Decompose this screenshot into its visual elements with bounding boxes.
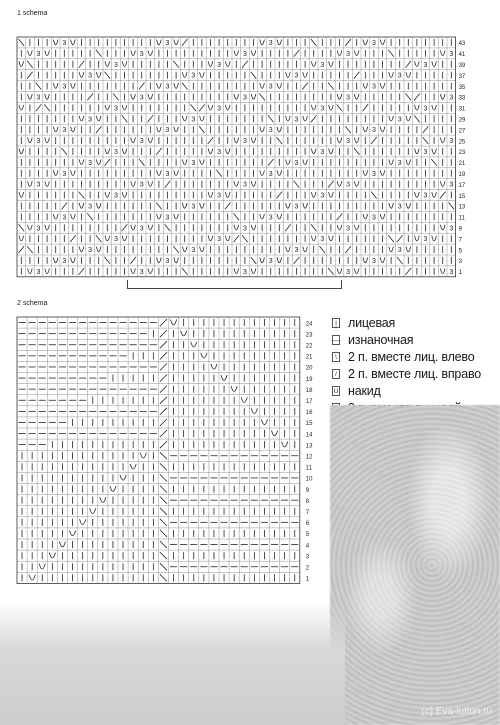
row-number: 24: [305, 321, 313, 328]
legend-label: изнаночная: [348, 332, 414, 347]
svg-text:3: 3: [268, 83, 273, 91]
row-number: 9: [458, 226, 462, 233]
svg-text:3: 3: [165, 127, 170, 135]
svg-text:3: 3: [88, 203, 93, 211]
svg-text:3: 3: [423, 105, 428, 113]
svg-text:3: 3: [268, 214, 273, 222]
svg-text:3: 3: [36, 50, 41, 58]
row-number: 11: [458, 215, 465, 222]
svg-text:3: 3: [397, 116, 402, 124]
svg-text:3: 3: [36, 225, 41, 233]
svg-text:3: 3: [165, 39, 170, 47]
legend-row: [332, 332, 497, 347]
svg-text:3: 3: [346, 94, 351, 102]
legend-label: 2 п. вместе лиц. влево: [348, 349, 475, 364]
row-number: 7: [305, 510, 310, 517]
svg-text:3: 3: [113, 61, 118, 69]
row-number: 7: [458, 237, 462, 244]
row-number: 17: [458, 182, 466, 189]
row-number: 23: [305, 332, 313, 339]
schema-1-title: 1 schema: [17, 10, 48, 17]
svg-text:3: 3: [320, 236, 325, 244]
svg-text:3: 3: [242, 94, 247, 102]
row-number: 15: [458, 193, 466, 200]
svg-text:3: 3: [88, 159, 93, 167]
row-number: 5: [305, 532, 310, 539]
row-number: 12: [305, 454, 313, 461]
svg-text:3: 3: [191, 159, 196, 167]
svg-text:3: 3: [88, 72, 93, 80]
svg-text:3: 3: [36, 138, 41, 146]
row-number: 3: [458, 259, 462, 266]
row-number: 19: [305, 376, 313, 383]
svg-text:3: 3: [242, 225, 247, 233]
svg-text:3: 3: [165, 170, 170, 178]
row-number: 17: [305, 399, 313, 406]
svg-text:3: 3: [449, 50, 454, 58]
lace-photo: [330, 405, 500, 725]
svg-text:3: 3: [139, 181, 144, 189]
row-number: 21: [305, 354, 313, 361]
svg-text:3: 3: [139, 50, 144, 58]
row-number: 15: [305, 421, 313, 428]
row-number: 18: [305, 387, 313, 394]
schema-2-chart: [0, 300, 330, 600]
row-number: 41: [458, 52, 466, 59]
row-number: 39: [458, 62, 466, 69]
legend-row: [332, 366, 497, 381]
row-number: 13: [305, 443, 313, 450]
svg-text:3: 3: [88, 116, 93, 124]
yarn-over-symbol-icon: U: [332, 386, 340, 396]
svg-text:3: 3: [242, 268, 247, 276]
svg-text:3: 3: [294, 159, 299, 167]
schema-1-chart: [0, 0, 500, 290]
legend: [332, 315, 497, 417]
svg-text:3: 3: [242, 181, 247, 189]
svg-text:3: 3: [371, 39, 376, 47]
row-number: 16: [305, 410, 313, 417]
svg-text:3: 3: [36, 181, 41, 189]
svg-text:3: 3: [268, 257, 273, 265]
svg-text:3: 3: [62, 214, 67, 222]
copyright: (c) Eva-lution.ru: [421, 706, 492, 717]
row-number: 4: [305, 543, 310, 550]
row-number: 33: [458, 95, 466, 102]
legend-label: накид: [348, 383, 381, 398]
svg-text:3: 3: [217, 148, 222, 156]
svg-text:3: 3: [346, 268, 351, 276]
svg-text:3: 3: [165, 257, 170, 265]
svg-text:3: 3: [139, 225, 144, 233]
row-number: 3: [305, 554, 310, 561]
svg-text:3: 3: [346, 181, 351, 189]
row-number: 21: [458, 161, 466, 168]
svg-text:3: 3: [397, 159, 402, 167]
svg-text:3: 3: [62, 83, 67, 91]
svg-text:3: 3: [165, 214, 170, 222]
svg-text:3: 3: [397, 72, 402, 80]
svg-text:3: 3: [139, 138, 144, 146]
schema-2-title: 2 schema: [17, 300, 48, 307]
row-number: 25: [458, 139, 466, 146]
row-number: 20: [305, 365, 313, 372]
svg-text:3: 3: [268, 127, 273, 135]
svg-text:3: 3: [139, 268, 144, 276]
svg-text:3: 3: [62, 127, 67, 135]
svg-text:3: 3: [294, 116, 299, 124]
svg-text:3: 3: [217, 192, 222, 200]
svg-text:3: 3: [371, 214, 376, 222]
svg-text:3: 3: [191, 203, 196, 211]
svg-text:3: 3: [62, 39, 67, 47]
purl-symbol-icon: —: [332, 335, 340, 345]
svg-text:3: 3: [294, 247, 299, 255]
svg-text:3: 3: [397, 203, 402, 211]
svg-text:3: 3: [113, 105, 118, 113]
svg-text:3: 3: [371, 83, 376, 91]
svg-text:3: 3: [294, 203, 299, 211]
knit-symbol-icon: |: [332, 318, 340, 328]
legend-label: лицевая: [348, 315, 396, 330]
row-number: 37: [458, 73, 466, 80]
row-number: 2: [305, 565, 310, 572]
legend-label: 2 п. вместе лиц. вправо: [348, 366, 481, 381]
legend-row: [332, 349, 497, 364]
svg-text:3: 3: [320, 192, 325, 200]
row-number: 9: [305, 487, 310, 494]
svg-text:3: 3: [397, 247, 402, 255]
lace-photo-bottom: [0, 600, 345, 725]
row-number: 43: [458, 41, 466, 48]
svg-text:3: 3: [294, 72, 299, 80]
svg-text:3: 3: [217, 236, 222, 244]
svg-text:3: 3: [320, 61, 325, 69]
svg-text:3: 3: [191, 247, 196, 255]
row-number: 13: [458, 204, 466, 211]
row-number: 31: [458, 106, 466, 113]
repeat-bracket: [127, 280, 342, 289]
row-number: 10: [305, 476, 313, 483]
svg-text:3: 3: [346, 225, 351, 233]
row-number: 22: [305, 343, 313, 350]
svg-text:3: 3: [371, 170, 376, 178]
svg-text:3: 3: [36, 268, 41, 276]
row-number: 1: [458, 270, 462, 277]
row-number: 35: [458, 84, 466, 91]
svg-text:3: 3: [346, 50, 351, 58]
svg-text:3: 3: [449, 225, 454, 233]
row-number: 11: [305, 465, 313, 472]
svg-text:3: 3: [423, 148, 428, 156]
k2tog-right-symbol-icon: /: [332, 369, 340, 379]
svg-text:3: 3: [113, 236, 118, 244]
row-number: 6: [305, 521, 310, 528]
svg-text:3: 3: [449, 181, 454, 189]
row-number: 29: [458, 117, 466, 124]
svg-text:3: 3: [423, 192, 428, 200]
svg-text:3: 3: [268, 170, 273, 178]
svg-text:3: 3: [217, 105, 222, 113]
row-number: 1: [305, 576, 310, 583]
svg-text:3: 3: [449, 268, 454, 276]
svg-text:3: 3: [449, 138, 454, 146]
svg-text:3: 3: [320, 148, 325, 156]
svg-text:3: 3: [242, 50, 247, 58]
svg-text:3: 3: [268, 39, 273, 47]
svg-text:3: 3: [423, 236, 428, 244]
row-number: 27: [458, 128, 466, 135]
svg-text:3: 3: [191, 72, 196, 80]
svg-text:3: 3: [62, 257, 67, 265]
svg-text:3: 3: [371, 127, 376, 135]
svg-text:3: 3: [371, 257, 376, 265]
svg-text:3: 3: [88, 247, 93, 255]
k2tog-left-symbol-icon: \: [332, 352, 340, 362]
svg-text:3: 3: [346, 138, 351, 146]
legend-row: [332, 315, 497, 330]
svg-text:3: 3: [113, 192, 118, 200]
svg-text:3: 3: [449, 94, 454, 102]
row-number: 23: [458, 150, 466, 157]
svg-text:3: 3: [423, 61, 428, 69]
svg-text:3: 3: [113, 148, 118, 156]
svg-text:3: 3: [139, 94, 144, 102]
row-number: 5: [458, 248, 462, 255]
row-number: 8: [305, 498, 310, 505]
svg-text:3: 3: [36, 94, 41, 102]
row-number: 14: [305, 432, 313, 439]
svg-text:3: 3: [242, 138, 247, 146]
legend-row: [332, 383, 497, 398]
row-number: 19: [458, 171, 466, 178]
svg-text:3: 3: [62, 170, 67, 178]
svg-text:3: 3: [191, 116, 196, 124]
svg-text:3: 3: [165, 83, 170, 91]
svg-text:3: 3: [320, 105, 325, 113]
svg-text:3: 3: [217, 61, 222, 69]
